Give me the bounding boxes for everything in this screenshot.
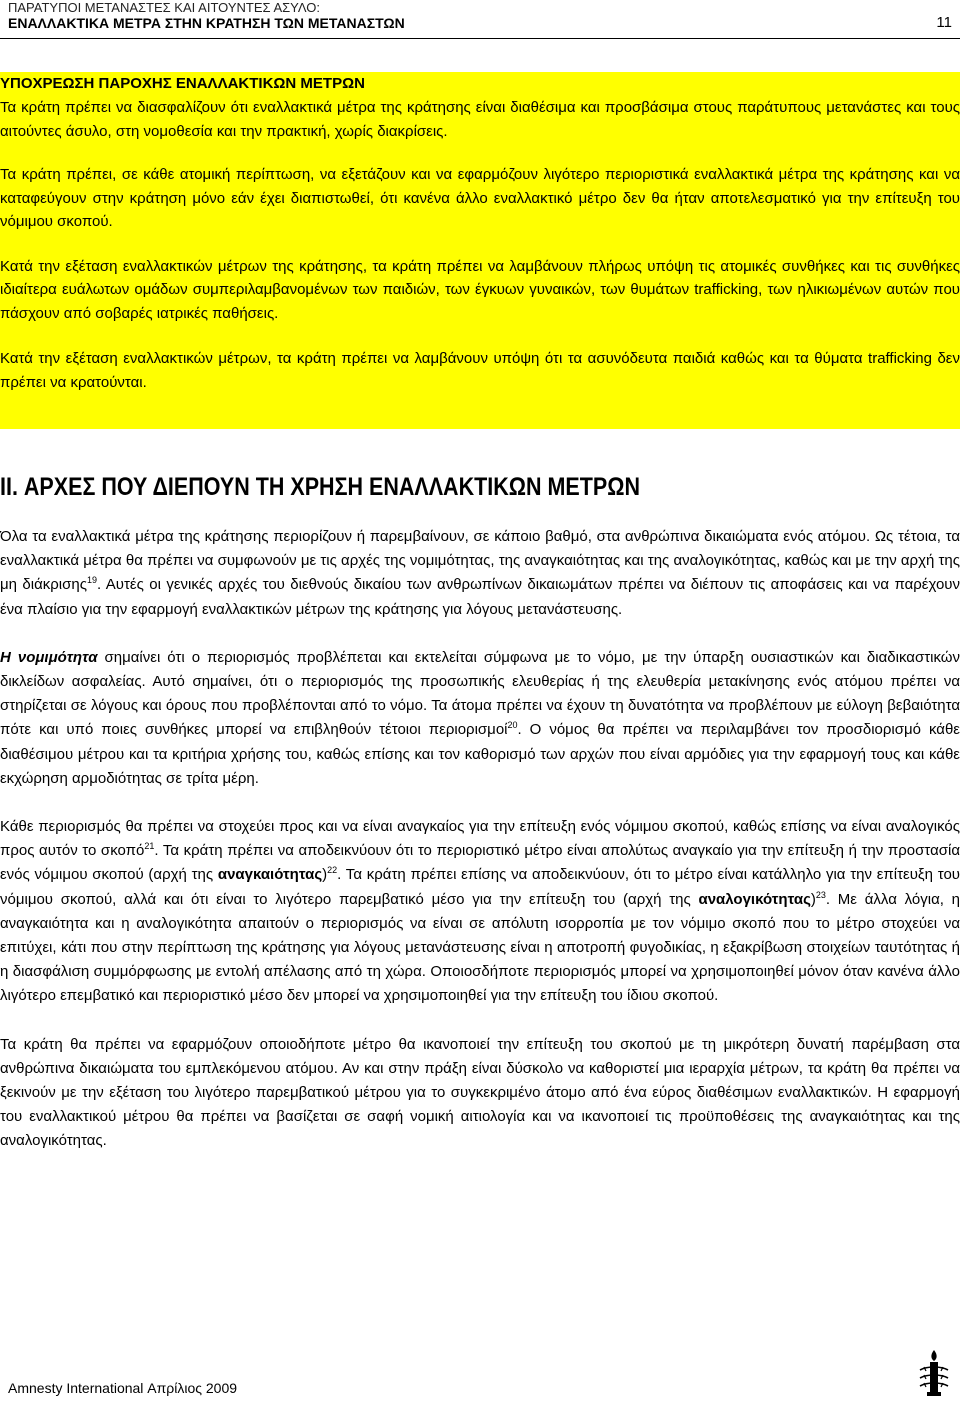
footnote-ref-22[interactable]: 22 <box>327 865 338 876</box>
term-necessity: αναγκαιότητας <box>217 866 323 884</box>
paragraph-text: . Ο νόμος θα πρέπει να περιλαμβάνει τον προσδιορισμό κάθε διαθέσιμου μέτρου και τα κριτήρια χρήσης του, καθώς επίσης και τον καθορισμό των αρχών που είναι αρμόδιες για την εφαρμογή τους και κάθε εκχώρηση αρμοδιότητας σε τρίτα μέρη. <box>0 721 960 787</box>
paragraph-text: . Τα κράτη πρέπει να αποδεικνύουν ότι το περιοριστικό μέτρο είναι απολύτως αναγκαίο για την επίτευξη ή την προστασία ενός νόμιμου σκοπού (αρχή της <box>0 842 960 884</box>
term-proportionality: αναλογικότητας <box>698 890 811 908</box>
section-title: II. ΑΡΧΕΣ ΠΟΥ ΔΙΕΠΟΥΝ ΤΗ ΧΡΗΣΗ ΕΝΑΛΛΑΚΤΙΚΩΝ ΜΕΤΡΩΝ <box>0 473 640 501</box>
page-number: 11 <box>936 14 952 31</box>
body-paragraph-2 <box>0 646 960 791</box>
paragraph-text: Κάθε περιορισμός θα πρέπει να στοχεύει προς και να είναι αναγκαίος για την επίτευξη ενός νόμιμου σκοπού, καθώς επίσης να είναι αναλογικός προς αυτόν το σκοπό <box>0 818 960 860</box>
footnote-ref-19[interactable]: 19 <box>86 575 97 586</box>
paragraph-text: ) <box>322 866 328 884</box>
page-header <box>8 0 952 32</box>
header-document-title: ΕΝΑΛΛΑΚΤΙΚΑ ΜΕΤΡΑ ΣΤΗΝ ΚΡΑΤΗΣΗ ΤΩΝ ΜΕΤΑΝΑΣΤΩΝ <box>8 15 405 31</box>
paragraph-text: Όλα τα εναλλακτικά μέτρα της κράτησης περιορίζουν ή παρεμβαίνουν, σε κάποιο βαθμό, στα ανθρώπινα δικαιώματα ενός ατόμου. Ως τέτοια, τα εναλλακτικά μέτρα θα πρέπει να συμφωνούν με τις αρχές της νομιμότητας, της αναγκαιότητας και της αναλογικότητας, καθώς και με την αρχή της μη διάκρισης <box>0 528 960 594</box>
paragraph-text: . Με άλλα λόγια, η αναγκαιότητα και η αναλογικότητα απαιτούν ο περιορισμός να είναι σε απόλυτη ισορροπία με τον νόμιμο σκοπό που το μέτρο στοχεύει να επιτύχει, κάτι που στην περίπτωση της κράτησης για λόγους μετανάστευσης είναι η αποτροπή φυγοδικίας, η εξακρίβωση στοιχείων ταυτότητας ή η διασφάλιση συμμόρφωσης με εντολή απέλασης από τη χώρα. Οποιοσδήποτε περιορισμός μπορεί να χρησιμοποιηθεί μόνον όταν κανένα άλλο λιγότερο επεμβατικό και περιοριστικό μέσο δεν μπορεί να χρησιμοποιηθεί για την επίτευξη του ίδιου σκοπού. <box>0 890 960 1005</box>
highlight-paragraph-2: Τα κράτη πρέπει, σε κάθε ατομική περίπτωση, να εξετάζουν και να εφαρμόζουν λιγότερο περιοριστικά εναλλακτικά μέτρα της κράτησης και να καταφεύγουν στην κράτηση μόνο εάν έχει διαπιστωθεί, ότι κανένα άλλο εναλλακτικό μέτρο δεν θα ήταν αποτελεσματικό για την επίτευξη του νόμιμου σκοπού. <box>0 166 960 230</box>
paragraph-text: σημαίνει ότι ο περιορισμός προβλέπεται και εκτελείται σύμφωνα με το νόμο, με την ύπαρξη ουσιαστικών και διαδικαστικών δικλείδων ασφαλείας. Αυτό σημαίνει, ότι ο περιορισμός της προσωπικής ελευθερίας ή της ελευθερία μετακίνησης ενός ατόμου πρέπει να στηρίζεται σε λόγους και όρους που προβλέπονται από το νόμο. Τα άτομα πρέπει να έχουν τη δυνατότητα να προβλέπουν με εύλογη βεβαιότητα πότε και υπό ποιες συνθήκες μπορεί να επιβληθούν τέτοιοι περιορισμοί <box>0 648 960 739</box>
body-paragraph-3 <box>0 815 960 1009</box>
body-paragraph-1 <box>0 525 960 622</box>
term-legality: Η νομιμότητα <box>0 648 98 666</box>
highlight-paragraph-4: Κατά την εξέταση εναλλακτικών μέτρων, τα κράτη πρέπει να λαμβάνουν υπόψη ότι τα ασυνόδευτα παιδιά καθώς και τα θύματα trafficking δεν πρέπει να κρατούνται. <box>0 350 960 391</box>
header-series-title: ΠΑΡΑΤΥΠΟΙ ΜΕΤΑΝΑΣΤΕΣ ΚΑΙ ΑΙΤΟΥΝΤΕΣ ΑΣΥΛΟ: <box>8 0 320 15</box>
footer-text: Amnesty International Απρίλιος 2009 <box>8 1380 238 1396</box>
body-paragraph-4: Τα κράτη θα πρέπει να εφαρμόζουν οποιοδήποτε μέτρο θα ικανοποιεί την επίτευξη του σκοπού με τη μικρότερη δυνατή παρέμβαση στα ανθρώπινα δικαιώματα του εμπλεκόμενου ατόμου. Αν και στην πράξη είναι δύσκολο να καθοριστεί μια ιεραρχία μέτρων, τα κράτη θα πρέπει να ξεκινούν με την εξέταση του λιγότερο παρεμβατικού μέτρου για το συγκεκριμένο άτομο από ένα εύρος διαθέσιμων εναλλακτικών. Η εφαρμογή του εναλλακτικού μέτρου θα πρέπει να βασίζεται σε σαφή νομική αιτιολογία και να ικανοποιεί τις προϋποθέσεις της αναγκαιότητας και της αναλογικότητας. <box>0 1035 960 1150</box>
footnote-ref-20[interactable]: 20 <box>507 720 518 731</box>
highlight-paragraph-1: Τα κράτη πρέπει να διασφαλίζουν ότι εναλλακτικά μέτρα της κράτησης είναι διαθέσιμα και προσβάσιμα στους παράτυπους μετανάστες και τους αιτούντες άσυλο, στη νομοθεσία και την πρακτική, χωρίς διακρίσεις. <box>0 99 960 140</box>
highlight-box-title: ΥΠΟΧΡΕΩΣΗ ΠΑΡΟΧΗΣ ΕΝΑΛΛΑΚΤΙΚΩΝ ΜΕΤΡΩΝ <box>0 75 365 92</box>
section-body <box>0 525 960 1178</box>
candle-barbed-wire-icon <box>917 1348 951 1398</box>
highlight-box <box>0 72 960 394</box>
footnote-ref-23[interactable]: 23 <box>815 889 826 900</box>
highlight-paragraph-3: Κατά την εξέταση εναλλακτικών μέτρων της κράτησης, τα κράτη πρέπει να λαμβάνουν πλήρως υπόψη τις ατομικές συνθήκες και τις συνθήκες ιδιαίτερα ευάλωτων ομάδων συμπεριλαμβανομένων των παιδιών, των έγκυων γυναικών, των θυμάτων trafficking, των ηλικιωμένων αυτών που πάσχουν από σοβαρές ιατρικές παθήσεις. <box>0 257 960 322</box>
paragraph-text: ) <box>810 890 816 908</box>
footnote-ref-21[interactable]: 21 <box>144 841 155 852</box>
paragraph-text: . Αυτές οι γενικές αρχές του διεθνούς δικαίου των ανθρωπίνων δικαιωμάτων πρέπει να διέπουν τις αποφάσεις και να παρέχουν ένα πλαίσιο για την εφαρμογή εναλλακτικών μέτρων της κράτησης για λόγους μετανάστευσης. <box>0 576 960 618</box>
header-divider <box>0 38 960 39</box>
paragraph-text: . Τα κράτη πρέπει επίσης να αποδεικνύουν, ότι το μέτρο είναι κατάλληλο για την επίτευξη του νόμιμου σκοπού, αλλά και ότι είναι το λιγότερο παρεμβατικό μέσο για την επίτευξη του (αρχή της <box>0 866 960 908</box>
